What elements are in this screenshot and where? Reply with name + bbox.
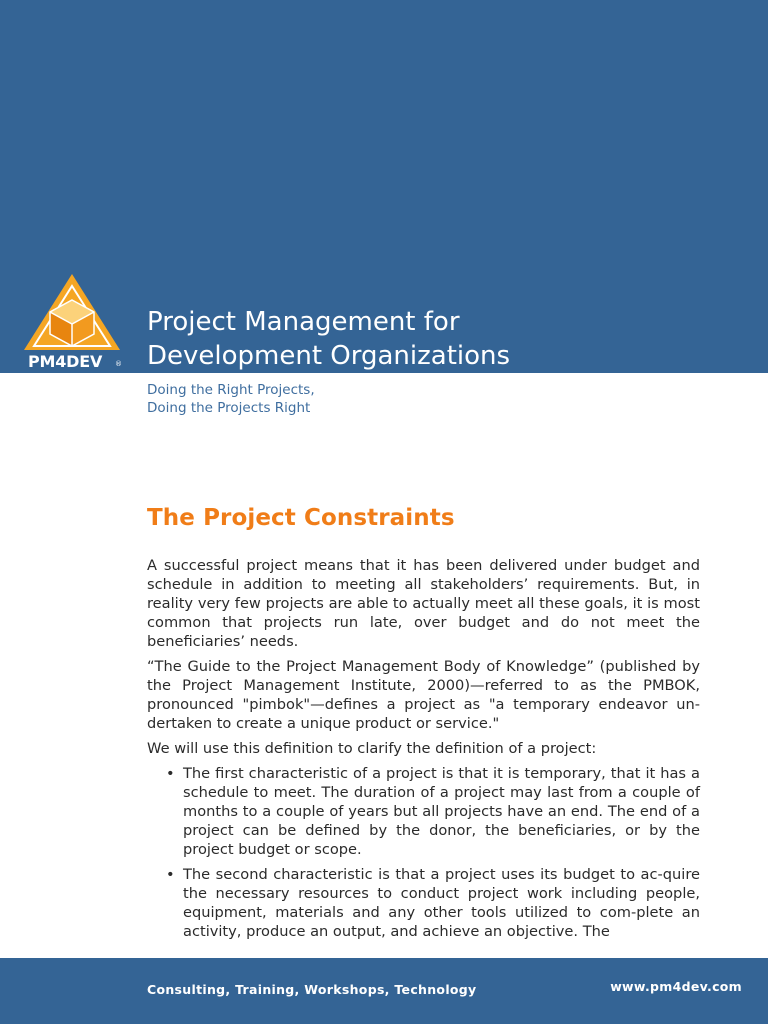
title-line-2: Development Organizations — [147, 341, 511, 371]
article-body — [147, 556, 700, 947]
footer-website-link[interactable]: www.pm4dev.com — [610, 979, 742, 994]
page-title — [147, 305, 510, 373]
footer-services: Consulting, Training, Workshops, Technology — [147, 982, 477, 997]
title-line-1: Project Management for — [147, 307, 460, 337]
list-item: • The first characteristic of a project is that it is temporary, that it has a schedule to meet. The duration of a project may last from a couple of months to a couple of years but all projects have an end. The end of a project can be defined by the donor, the beneficiaries, or by the project budget or scope. — [183, 764, 700, 859]
logo-registered-mark: ® — [115, 360, 122, 368]
paragraph: We will use this definition to clarify the definition of a project: — [147, 740, 597, 757]
paragraph: “The Guide to the Project Management Body of Knowledge” (published by the Project Management Institute, 2000)—referred to as the PMBOK, pronounced "pimbok"—defines a project as "a temporary endeavor un-dertaken to create a unique product or service." — [147, 658, 700, 732]
tagline — [147, 381, 315, 417]
paragraph: A successful project means that it has been delivered under budget and schedule in addition to meeting all stakeholders’ requirements. But, in reality very few projects are able to actually meet all these goals, it is most common that projects run late, over budget and do not meet the beneficiaries’ needs. — [147, 557, 700, 650]
pm4dev-logo — [22, 272, 122, 376]
tagline-line-2: Doing the Projects Right — [147, 400, 311, 416]
bullet-list — [147, 764, 700, 941]
tagline-line-1: Doing the Right Projects, — [147, 382, 315, 398]
logo-wordmark: PM4DEV — [28, 352, 103, 371]
section-heading: The Project Constraints — [147, 505, 455, 531]
footer-band — [0, 958, 768, 1024]
list-item: • The second characteristic is that a project uses its budget to ac-quire the necessary resources to conduct project work including people, equipment, materials and any other tools utilized to com-plete an activity, produce an output, and achieve an objective. The — [183, 865, 700, 941]
